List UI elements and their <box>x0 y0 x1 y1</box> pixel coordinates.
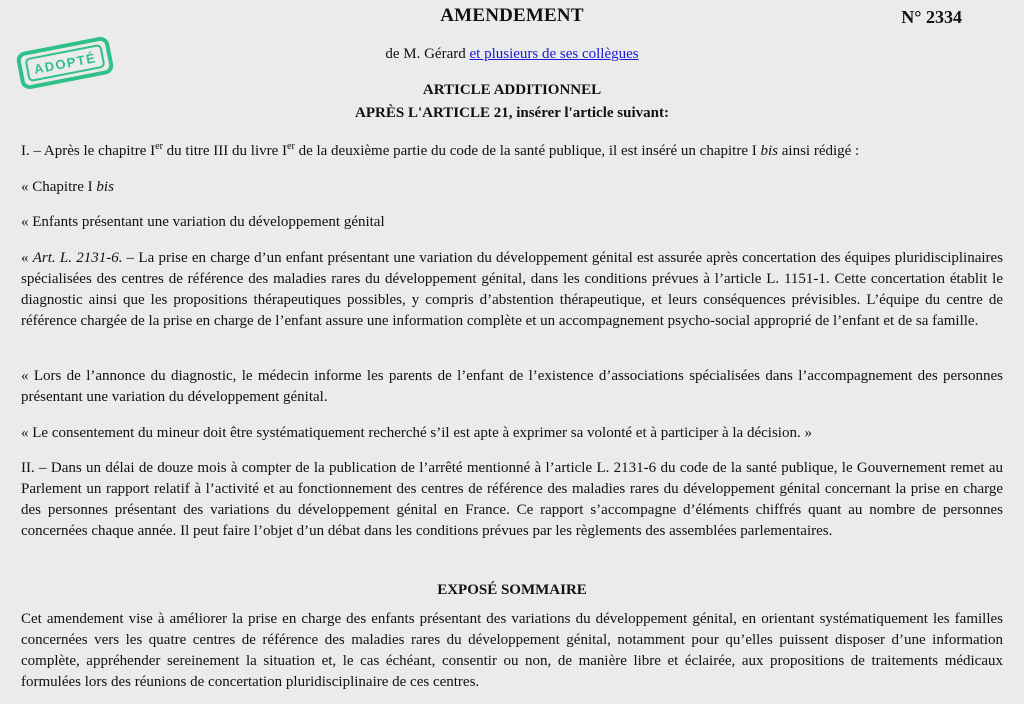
expose-text: Cet amendement vise à améliorer la prise en charge des enfants présentant des variations du développement génital, en orientant systématiquement les familles concernées vers les quatre centres de référence des maladies rares du développement génital, notamment pour qu’elles puissent disposer d’une information complète, appréhender sereinement la situation et, le cas échéant, consentir ou non, de manière libre et éclairée, aux propositions de traitements médicaux formulées lors des réunions de concertation pluridisciplinaire de ces centres. <box>21 611 1003 690</box>
paragraph-5 <box>21 366 1003 408</box>
paragraph-4 <box>21 248 1003 332</box>
p1-text-d: ainsi rédigé : <box>778 143 860 159</box>
paragraph-6 <box>21 423 1003 444</box>
expose-paragraph <box>21 609 1003 693</box>
paragraph-7 <box>21 458 1003 542</box>
paragraph-2 <box>21 177 1003 198</box>
adopted-stamp-label: ADOPTÉ <box>24 44 105 82</box>
p1-sup-2: er <box>287 141 295 152</box>
authors-prefix: de M. Gérard <box>385 46 466 62</box>
paragraph-1 <box>21 141 1003 162</box>
amendment-number: N° 2334 <box>901 7 962 27</box>
p4-quote: « <box>21 250 33 266</box>
p4-text: – La prise en charge d’un enfant présentant une variation du développement génital est assurée après concertation des équipes pluridisciplinaires spécialisées des centres de référence des maladies rares du développement génital, dans les conditions prévues à l’article L. 1151-1. Cette concertation établit le diagnostic ainsi que les propositions thérapeutiques possibles, y compris d’abstention thérapeutique, et leurs conséquences prévisibles. L’équipe du centre de référence chargée de la prise en charge de l’enfant assure une information complète et un accompagnement psycho-social approprié de l’enfant et de sa famille. <box>21 250 1004 329</box>
p1-text-c: de la deuxième partie du code de la santé publique, il est inséré un chapitre I <box>294 143 761 159</box>
p1-text-a: I. – Après le chapitre I <box>21 143 156 159</box>
p3-text: « Enfants présentant une variation du développement génital <box>21 214 385 230</box>
p5-text: « Lors de l’annonce du diagnostic, le médecin informe les parents de l’enfant de l’existence d’associations spécialisées dans l’accompagnement des personnes présentant une variation du développement génital. <box>21 368 1003 405</box>
p7-text: II. – Dans un délai de douze mois à compter de la publication de l’arrêté mentionné à l’article L. 2131-6 du code de la santé publique, le Gouvernement remet au Parlement un rapport relatif à l’activité et au fonctionnement des centres de référence des maladies rares du développement génital concernant la prise en charge des personnes présentant des variations du développement génital en France. Ce rapport s’accompagne d’éléments chiffrés quant au nombre de personnes concernées chaque année. Il peut faire l’objet d’un débat dans les conditions prévues par les règlements des assemblées parlementaires. <box>21 460 1003 539</box>
expose-heading: EXPOSÉ SOMMAIRE <box>437 582 587 598</box>
p1-text-b: du titre III du livre I <box>162 143 288 159</box>
p2-bis: bis <box>96 179 114 195</box>
co-authors-link[interactable]: et plusieurs de ses collègues <box>469 46 639 62</box>
p1-sup-1: er <box>155 141 163 152</box>
paragraph-3 <box>21 212 1003 233</box>
p2-text: « Chapitre I <box>21 179 97 195</box>
article-heading: ARTICLE ADDITIONNEL <box>422 82 602 98</box>
p1-bis: bis <box>760 143 778 159</box>
document-title: AMENDEMENT <box>440 5 584 26</box>
article-subheading: APRÈS L'ARTICLE 21, insérer l'article suivant: <box>355 105 669 121</box>
p6-text: « Le consentement du mineur doit être systématiquement recherché s’il est apte à exprimer sa volonté et à participer à la décision. » <box>21 425 812 441</box>
authors-line <box>0 46 1024 63</box>
p4-article-ref: Art. L. 2131-6. <box>32 250 123 266</box>
